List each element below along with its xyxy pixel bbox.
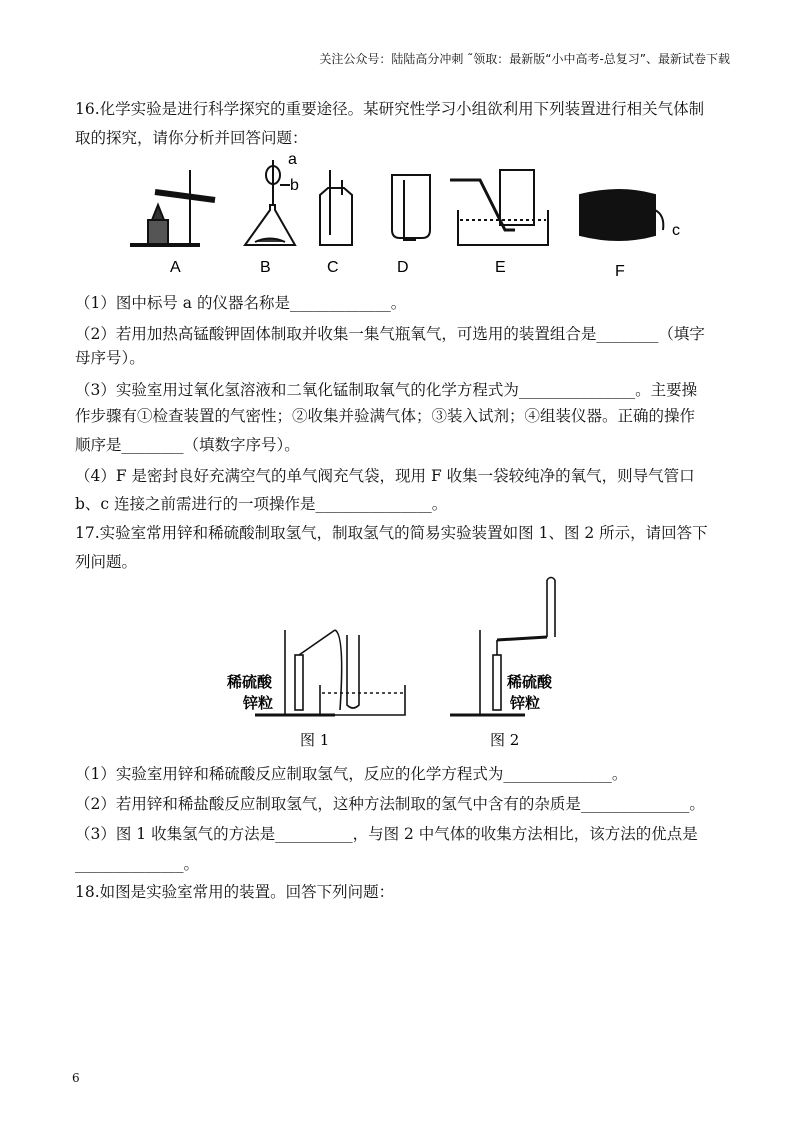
- q17-s1: （1）实验室用锌和稀硫酸反应制取氢气，反应的化学方程式为______________。: [75, 765, 628, 783]
- fig1-caption: 图 1: [300, 731, 330, 749]
- page-header: 关注公众号：陆陆高分冲刺 ˜领取：最新版“小中高考-总复习”、最新试卷下载: [319, 52, 730, 66]
- fig2-label-acid: 稀硫酸: [507, 673, 553, 691]
- q17-s2: （2）若用锌和稀盐酸反应制取氢气，这种方法制取的氢气中含有的杂质是______________。: [75, 795, 705, 813]
- label-b: b: [290, 177, 299, 194]
- fig1-label-zinc: 锌粒: [243, 694, 274, 712]
- page-number: 6: [72, 1071, 80, 1085]
- q17-s3b: ______________。: [75, 855, 200, 873]
- q16-line1: 16.化学实验是进行科学探究的重要途径。某研究性学习小组欲利用下列装置进行相关气体制: [75, 100, 705, 118]
- label-a: a: [288, 151, 297, 168]
- q17-s3a: （3）图 1 收集氢气的方法是__________，与图 2 中气体的收集方法相比，该方法的优点是: [75, 825, 698, 843]
- label-c: c: [672, 222, 680, 239]
- figure-1-apparatus: [255, 630, 405, 715]
- apparatus-b: [245, 160, 295, 245]
- q16-line2: 取的探究，请你分析并回答问题：: [75, 129, 308, 147]
- q16-s4a: （4）F 是密封良好充满空气的单气阀充气袋，现用 F 收集一袋较纯净的氧气，则导气管口: [75, 467, 695, 485]
- q18-line1: 18.如图是实验室常用的装置。回答下列问题：: [75, 883, 395, 901]
- q16-s4b: b、c 连接之前需进行的一项操作是_______________。: [75, 495, 448, 513]
- apparatus-c: [320, 170, 352, 245]
- apparatus-a: [130, 170, 215, 245]
- caption-c: C: [327, 259, 339, 276]
- fig1-label-acid: 稀硫酸: [227, 673, 273, 691]
- q17-apparatus-figure: [225, 575, 585, 755]
- fig2-label-zinc: 锌粒: [510, 694, 541, 712]
- q16-s1: （1）图中标号 a 的仪器名称是_____________。: [75, 294, 407, 312]
- caption-e: E: [495, 259, 506, 276]
- caption-f: F: [615, 263, 625, 280]
- apparatus-f: [580, 190, 663, 240]
- q16-s3a: （3）实验室用过氧化氢溶液和二氧化锰制取氧气的化学方程式为_______________。主要操: [75, 381, 698, 399]
- fig2-caption: 图 2: [490, 731, 520, 749]
- q16-s2b: 母序号）。: [75, 349, 145, 367]
- q16-s3c: 顺序是________（填数字序号）。: [75, 436, 300, 454]
- q17-line2: 列问题。: [75, 553, 138, 571]
- caption-b: B: [260, 259, 271, 276]
- q17-line1: 17.实验室常用锌和稀硫酸制取氢气，制取氢气的简易实验装置如图 1、图 2 所示，请回答下: [75, 524, 708, 542]
- q16-s2a: （2）若用加热高锰酸钾固体制取并收集一集气瓶氧气，可选用的装置组合是________（填字: [75, 325, 705, 343]
- apparatus-d: [392, 175, 430, 240]
- q16-apparatus-figure: [120, 150, 700, 280]
- caption-d: D: [397, 259, 409, 276]
- q16-s3b: 作步骤有①检查装置的气密性；②收集并验满气体；③装入试剂；④组装仪器。正确的操作: [75, 407, 696, 425]
- apparatus-e: [450, 170, 548, 245]
- caption-a: A: [170, 259, 181, 276]
